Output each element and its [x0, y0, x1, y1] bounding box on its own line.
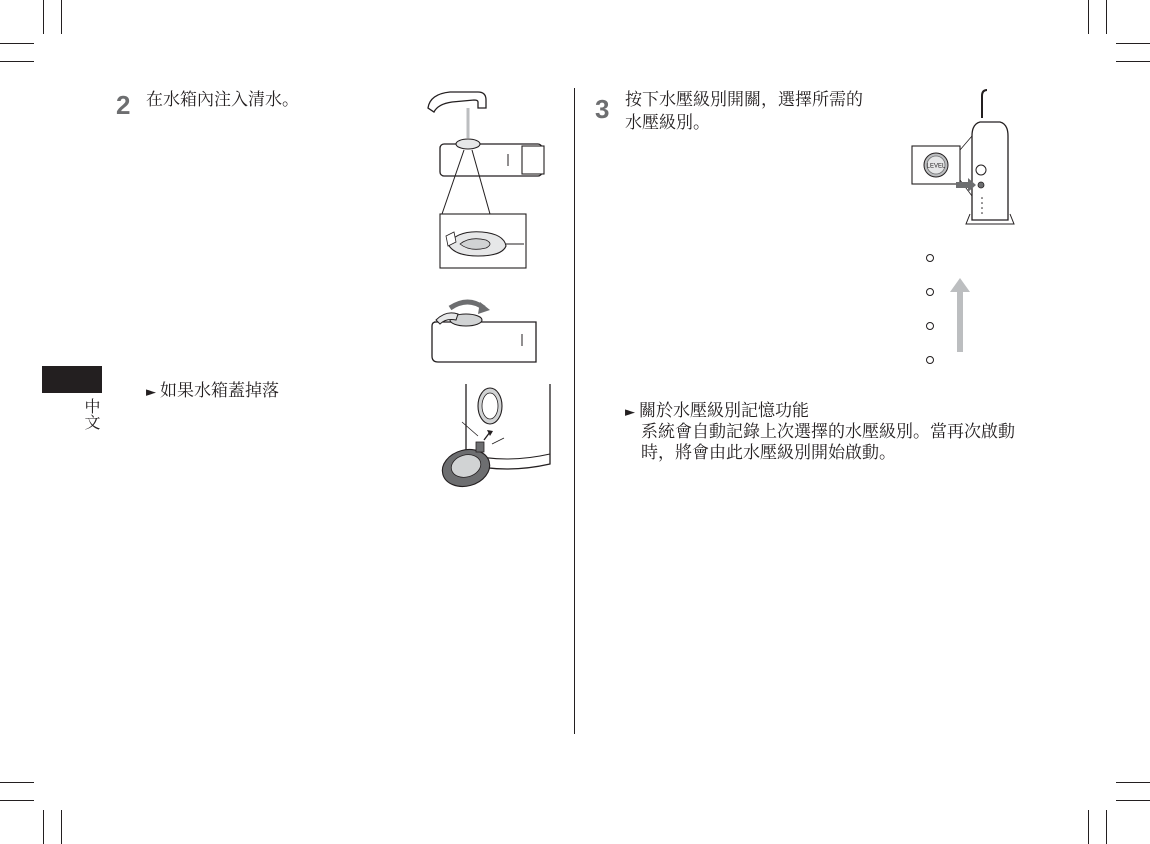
crop-mark	[0, 800, 34, 801]
column-divider	[574, 88, 575, 734]
level-button-label: LEVEL	[926, 163, 946, 170]
crop-mark	[0, 61, 34, 62]
close-lid-illustration	[428, 300, 548, 364]
crop-mark	[0, 782, 34, 783]
language-label: 中文	[82, 398, 101, 430]
level-increase-arrow-icon	[950, 278, 970, 352]
step-2-instruction: 在水箱內注入清水。	[146, 90, 299, 110]
step-2-note	[146, 380, 279, 404]
language-tab	[42, 366, 102, 393]
reattach-lid-illustration	[436, 382, 556, 492]
crop-mark	[61, 810, 62, 844]
crop-mark	[1088, 810, 1089, 844]
faucet-fill-illustration	[420, 86, 560, 276]
level-indicator-dot	[926, 288, 934, 296]
crop-mark	[1116, 800, 1150, 801]
step-3-note-line2: 時，將會由此水壓級別開始啟動。	[641, 443, 896, 463]
step-3-number: 3	[595, 94, 610, 124]
crop-mark	[1106, 0, 1107, 34]
step-3-note-line1: 系統會自動記錄上次選擇的水壓級別。當再次啟動	[641, 422, 1015, 442]
crop-mark	[1106, 810, 1107, 844]
level-indicator-list	[926, 254, 940, 374]
crop-mark	[61, 0, 62, 34]
crop-mark	[0, 43, 34, 44]
crop-mark	[1088, 0, 1089, 34]
step-3-instruction-line2: 水壓級別。	[625, 113, 710, 133]
crop-mark	[43, 810, 44, 844]
crop-mark	[1116, 61, 1150, 62]
crop-mark	[1116, 782, 1150, 783]
level-indicator-dot	[926, 254, 934, 262]
level-button-illustration	[910, 88, 1030, 230]
level-indicator-dot	[926, 322, 934, 330]
step-3-note-title: 關於水壓級別記憶功能	[639, 401, 809, 421]
note-marker-icon: ►	[625, 405, 635, 420]
step-2-note-title: 如果水箱蓋掉落	[160, 381, 279, 401]
crop-mark	[43, 0, 44, 34]
step-3-instruction-line1: 按下水壓級別開關，選擇所需的	[625, 90, 863, 110]
note-marker-icon: ►	[146, 385, 156, 400]
step-2-number: 2	[116, 90, 131, 120]
level-indicator-dot	[926, 356, 934, 364]
crop-mark	[1116, 43, 1150, 44]
